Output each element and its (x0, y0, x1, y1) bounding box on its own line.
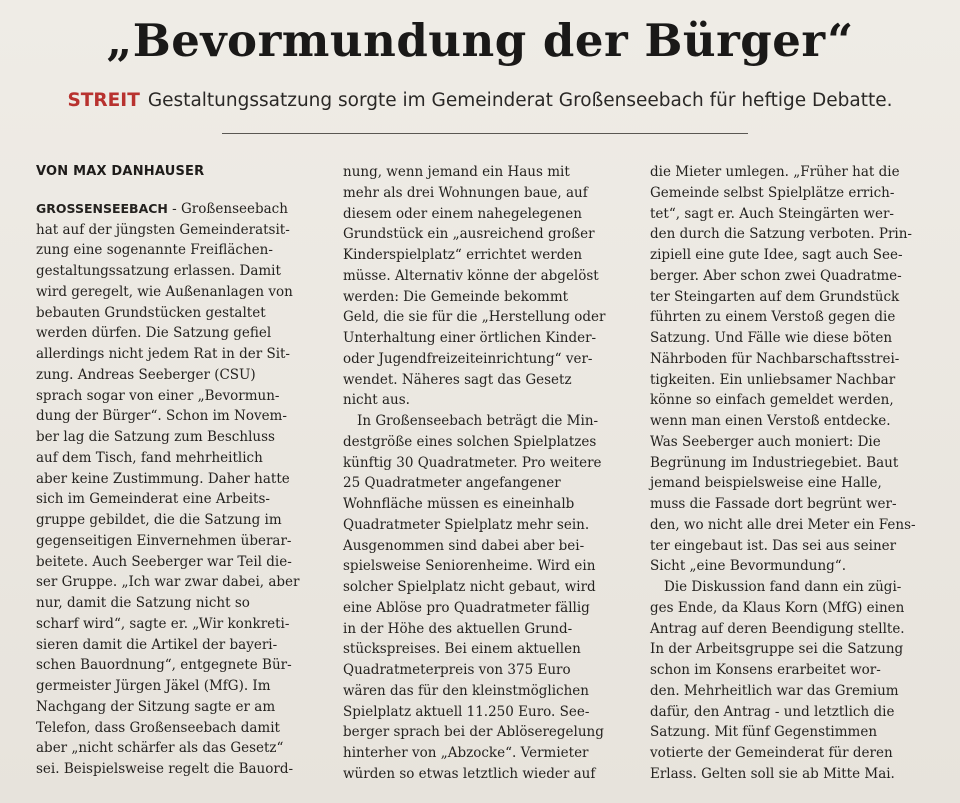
text-line: berger. Aber schon zwei Quadratme- (650, 267, 902, 284)
text-line: den durch die Satzung verboten. Prin- (650, 226, 912, 243)
dateline: GROSSENSEEBACH (36, 200, 168, 216)
text-line: Spielplatz aktuell 11.250 Euro. See- (343, 703, 590, 720)
text-line: gruppe gebildet, die die Satzung im (36, 512, 282, 528)
article-column-3 (650, 162, 942, 785)
text-line: Nährboden für Nachbarschaftsstrei- (650, 350, 900, 367)
text-line: mehr als drei Wohnungen baue, auf (343, 184, 588, 201)
text-line: hinterher von „Abzocke“. Vermieter (343, 745, 589, 761)
text-line: Nachgang der Sitzung sagte er am (36, 698, 276, 715)
text-line: In Großenseebach beträgt die Min- (357, 413, 599, 429)
text-line: nicht aus. (343, 392, 410, 409)
headline: „Bevormundung der Bürger“ (106, 14, 854, 67)
text-line: Gemeinde selbst Spielplätze errich- (650, 184, 895, 201)
text-line: allerdings nicht jedem Rat in der Sit- (36, 346, 290, 362)
text-line: gestaltungssatzung erlassen. Damit (36, 263, 281, 279)
text-line: nung, wenn jemand ein Haus mit (343, 164, 570, 180)
text-line: hat auf der jüngsten Gemeinderatsit- (36, 221, 290, 238)
text-line: Telefon, dass Großenseebach damit (36, 719, 280, 736)
text-line: schen Bauordnung“, entgegnete Bür- (36, 657, 292, 674)
text-line: zung eine sogenannte Freiflächen- (36, 242, 273, 259)
text-line: solcher Spielplatz nicht gebaut, wird (343, 579, 596, 595)
text-line: würden so etwas letztlich wieder auf (343, 765, 596, 782)
text-line: gegenseitigen Einvernehmen überar- (36, 532, 292, 549)
headline-rule (222, 133, 748, 134)
text-line (36, 199, 326, 220)
text-line: Grundstück ein „ausreichend großer (343, 226, 595, 243)
text-line: stückspreises. Bei einem aktuellen (343, 641, 581, 658)
text-line: nur, damit die Satzung nicht so (36, 595, 250, 611)
text-line: Satzung. Und Fälle wie diese böten (650, 330, 893, 346)
text-line: den. Mehrheitlich war das Gremium (650, 682, 899, 699)
text-line: müsse. Alternativ könne der abgelöst (343, 267, 599, 284)
text-line: sich im Gemeinderat eine Arbeits- (36, 491, 270, 508)
text-line: ges Ende, da Klaus Korn (MfG) einen (650, 599, 905, 616)
text-line: führten zu einem Verstoß gegen die (650, 309, 896, 326)
article-column-1 (36, 162, 326, 780)
byline: VON MAX DANHAUSER (36, 164, 205, 179)
text-line: sprach sogar von einer „Bevormun- (36, 387, 280, 404)
text-line: Quadratmeterpreis von 375 Euro (343, 662, 571, 678)
text-line: eine Ablöse pro Quadratmeter fällig (343, 599, 590, 616)
text-line: In der Arbeitsgruppe sei die Satzung (650, 641, 904, 658)
text-line: schon im Konsens erarbeitet wor- (650, 662, 881, 678)
text-line: Sicht „eine Bevormundung“. (650, 558, 846, 575)
text-line: Antrag auf deren Beendigung stellte. (650, 620, 905, 637)
text-line: ber lag die Satzung zum Beschluss (36, 429, 275, 445)
text-line: bebauten Grundstücken gestaltet (36, 304, 266, 321)
text-line: Wohnfläche müssen es eineinhalb (343, 496, 575, 512)
text-line: spielsweise Seniorenheime. Wird ein (343, 558, 596, 575)
text-line: Unterhaltung einer örtlichen Kinder- (343, 330, 597, 346)
text-line: dung der Bürger“. Schon im Novem- (36, 408, 287, 425)
text-line: Erlass. Gelten soll sie ab Mitte Mai. (650, 765, 895, 782)
text-line: wendet. Näheres sagt das Gesetz (343, 371, 572, 388)
text-line: germeister Jürgen Jäkel (MfG). Im (36, 678, 271, 694)
text-line: dafür, den Antrag - und letztlich die (650, 703, 895, 720)
text-line-content: - Großenseebach (167, 200, 288, 217)
text-line: 25 Quadratmeter angefangener (343, 475, 561, 492)
subheadline (0, 90, 960, 111)
text-line: wenn man einen Verstoß entdecke. (650, 413, 891, 429)
text-line: zung. Andreas Seeberger (CSU) (36, 366, 256, 383)
text-line: künftig 30 Quadratmeter. Pro weitere (343, 454, 602, 471)
text-line: werden dürfen. Die Satzung gefiel (36, 325, 272, 342)
text-line: in der Höhe des aktuellen Grund- (343, 620, 573, 637)
text-line: oder Jugendfreizeiteinrichtung“ ver- (343, 350, 593, 367)
text-line: wird geregelt, wie Außenanlagen von (36, 283, 293, 300)
text-line: die Mieter umlegen. „Früher hat die (650, 164, 900, 180)
text-line: Die Diskussion fand dann ein zügi- (664, 579, 902, 595)
text-line: sieren damit die Artikel der bayeri- (36, 636, 278, 653)
text-line: Begrünung im Industriegebiet. Baut (650, 454, 899, 471)
text-line: Kinderspielplatz“ errichtet werden (343, 247, 583, 263)
text-line: ter Steingarten auf dem Grundstück (650, 288, 900, 305)
text-line: den, wo nicht alle drei Meter ein Fens- (650, 516, 916, 533)
kicker-label: STREIT (67, 90, 140, 111)
text-line: muss die Fassade dort begrünt wer- (650, 496, 897, 512)
text-line: tet“, sagt er. Auch Steingärten wer- (650, 205, 894, 222)
text-line: diesem oder einem nahegelegenen (343, 205, 582, 222)
text-line: auf dem Tisch, fand mehrheitlich (36, 449, 263, 466)
text-line: scharf wird“, sagte er. „Wir konkreti- (36, 615, 290, 632)
text-line: Was Seeberger auch moniert: Die (650, 433, 881, 450)
text-line: aber keine Zustimmung. Daher hatte (36, 470, 290, 487)
text-line: Satzung. Mit fünf Gegenstimmen (650, 724, 878, 741)
text-line: ser Gruppe. „Ich war zwar dabei, aber (36, 574, 300, 591)
text-line: werden: Die Gemeinde bekommt (343, 288, 569, 305)
text-line: zipiell eine gute Idee, sagt auch See- (650, 247, 903, 263)
text-line: könne so einfach gemeldet werden, (650, 392, 894, 409)
text-line: jemand beispielsweise eine Halle, (650, 475, 882, 492)
text-line: ter eingebaut ist. Das sei aus seiner (650, 537, 897, 554)
text-line: Quadratmeter Spielplatz mehr sein. (343, 516, 590, 533)
text-line: Ausgenommen sind dabei aber bei- (343, 537, 585, 554)
text-line: berger sprach bei der Ablöseregelung (343, 724, 604, 741)
text-line: tigkeiten. Ein unliebsamer Nachbar (650, 371, 896, 388)
text-line: aber „nicht schärfer als das Gesetz“ (36, 740, 284, 757)
text-line: votierte der Gemeinderat für deren (650, 745, 893, 761)
text-line: destgröße eines solchen Spielplatzes (343, 433, 597, 450)
text-line: beitete. Auch Seeberger war Teil die- (36, 553, 292, 570)
article-column-2 (343, 162, 635, 785)
subheadline-text: Gestaltungssatzung sorgte im Gemeinderat Großenseebach für heftige Debatte. (147, 90, 893, 111)
text-line: sei. Beispielsweise regelt die Bauord- (36, 761, 294, 777)
text-line: Geld, die sie für die „Herstellung oder (343, 309, 606, 326)
text-line: wären das für den kleinstmöglichen (343, 682, 589, 699)
